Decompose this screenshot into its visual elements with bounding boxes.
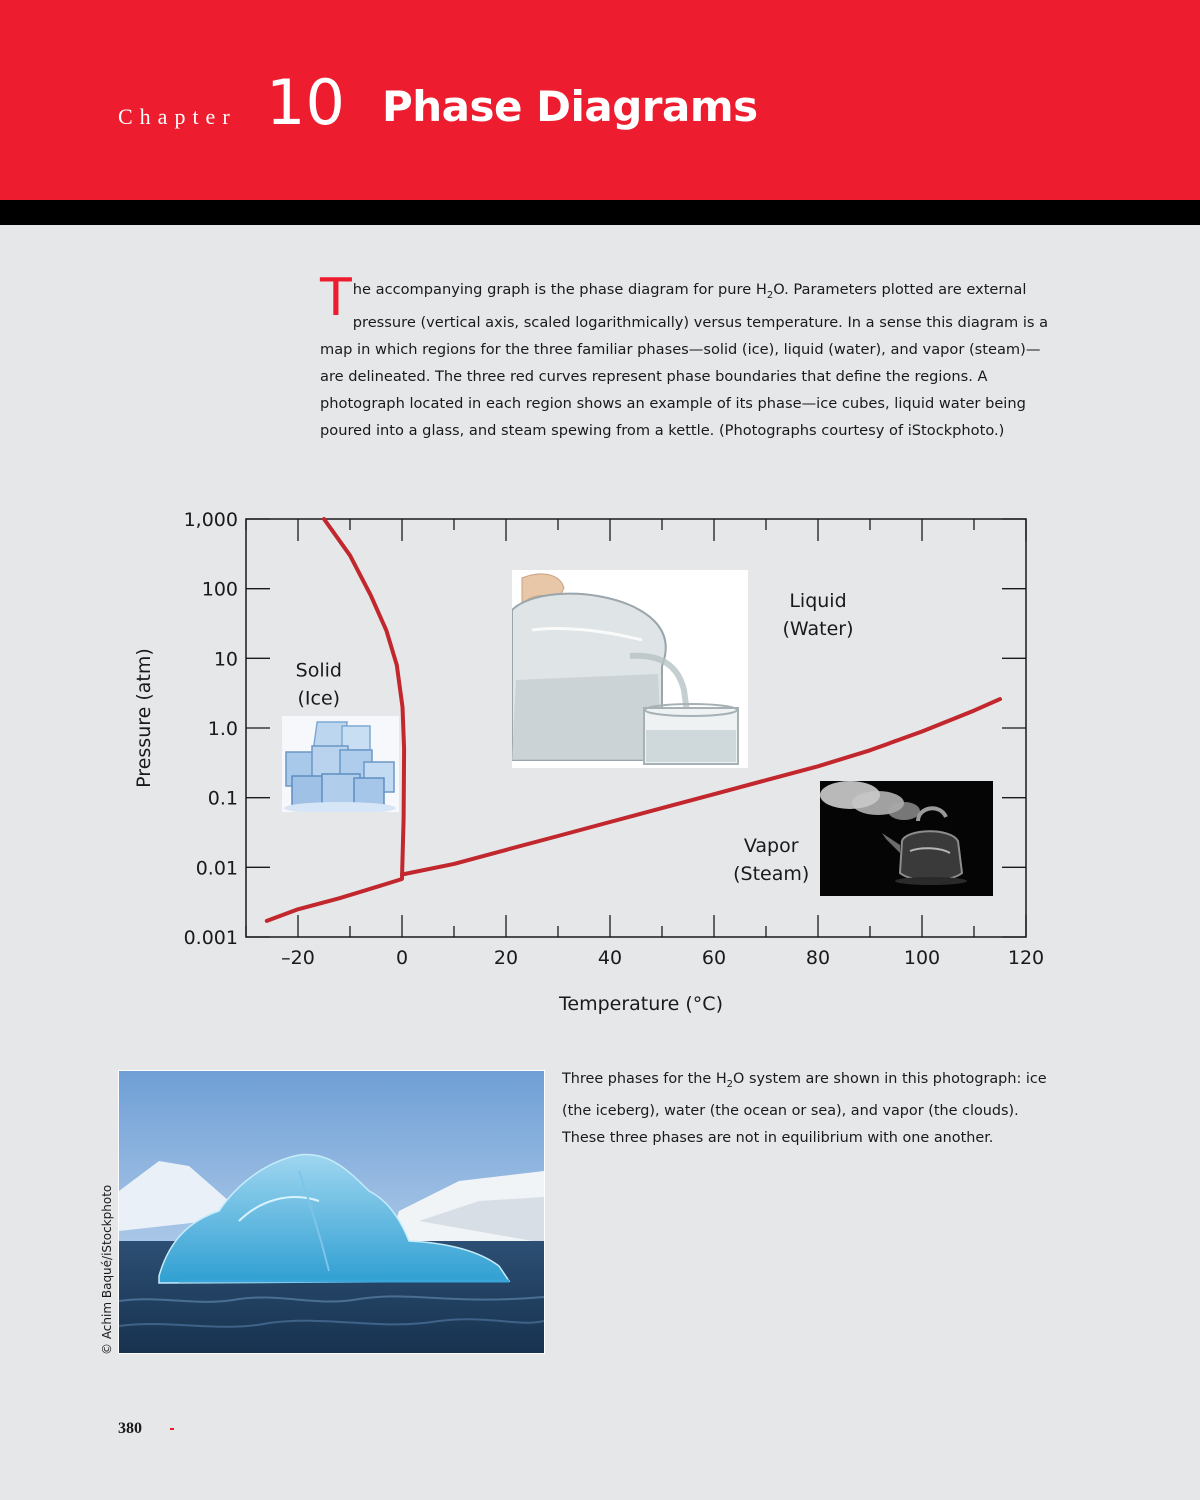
y-axis-label: Pressure (atm) bbox=[133, 648, 155, 788]
region-sublabel-liquid: (Water) bbox=[782, 617, 854, 640]
y-tick-label: 1,000 bbox=[183, 509, 238, 531]
y-tick-label: 100 bbox=[201, 578, 238, 601]
region-sublabel-vapor: (Steam) bbox=[733, 863, 810, 886]
x-tick-label: 40 bbox=[597, 947, 623, 969]
caption-text-part2: O system are shown in this photograph: ice (the iceberg), water (the ocean or sea), and vapor (the clouds). These three phases are not in equilibrium with one another. bbox=[562, 1071, 1047, 1146]
chapter-number: 10 bbox=[266, 66, 345, 139]
steaming-kettle-photo bbox=[820, 781, 993, 896]
ice-cubes-photo bbox=[282, 716, 399, 812]
page-number: 380 bbox=[118, 1420, 142, 1437]
x-tick-label: 20 bbox=[493, 947, 519, 969]
page-number-marker bbox=[170, 1428, 174, 1430]
chapter-title: Phase Diagrams bbox=[382, 82, 758, 131]
x-tick-label: –20 bbox=[281, 947, 315, 969]
y-tick-label: 1.0 bbox=[207, 718, 238, 740]
region-label-solid: Solid bbox=[295, 659, 342, 682]
x-axis-label: Temperature (°C) bbox=[559, 993, 723, 1015]
y-tick-label: 10 bbox=[213, 648, 238, 671]
caption-subscript: 2 bbox=[726, 1078, 734, 1090]
x-tick-label: 80 bbox=[805, 947, 831, 969]
y-tick-label: 0.01 bbox=[195, 857, 238, 880]
intro-text-part1: he accompanying graph is the phase diagram for pure H bbox=[352, 281, 767, 298]
iceberg-photo bbox=[118, 1070, 545, 1354]
iceberg-caption bbox=[562, 1066, 1062, 1152]
drop-cap: T bbox=[320, 268, 352, 328]
caption-text-part1: Three phases for the H bbox=[562, 1071, 727, 1087]
region-sublabel-solid: (Ice) bbox=[297, 687, 341, 710]
intro-subscript: 2 bbox=[766, 289, 774, 301]
y-tick-label: 0.1 bbox=[207, 787, 238, 810]
y-tick-label: 0.001 bbox=[183, 927, 238, 949]
x-tick-label: 60 bbox=[701, 947, 727, 969]
x-tick-label: 120 bbox=[1007, 947, 1045, 969]
pitcher-pouring-water-photo bbox=[512, 570, 748, 768]
photo-credit: © Achim Baqué/iStockphoto bbox=[100, 1184, 114, 1355]
chapter-label: Chapter bbox=[118, 104, 237, 129]
region-label-vapor: Vapor bbox=[743, 835, 799, 858]
region-label-liquid: Liquid bbox=[789, 589, 847, 612]
x-tick-label: 100 bbox=[903, 947, 941, 969]
x-tick-label: 0 bbox=[395, 947, 409, 969]
sublimation-curve bbox=[267, 875, 402, 921]
intro-text-part2: O. Parameters plotted are external pressure (vertical axis, scaled logarithmically) versus temperature. In a sense this diagram is a map in which regions for the three familiar phases—solid (ice), liquid (water), and vapor (steam)—are delineated. The three red curves represent phase boundaries that define the regions. A photograph located in each region shows an example of its phase—ice cubes, liquid water being poured into a glass, and steam spewing from a kettle. (Photographs courtesy of iStockphoto.) bbox=[320, 281, 1049, 439]
